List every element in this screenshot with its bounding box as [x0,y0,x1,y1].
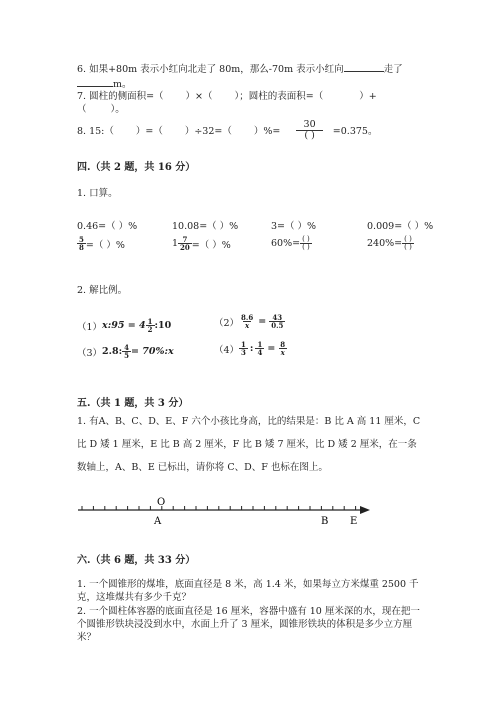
section-4-q1-title: 1. 口算。 [77,188,118,199]
question-7-cont: （ ）。 [77,104,125,115]
answer-blank[interactable] [344,71,384,72]
equation-4: （4） $\frac{1}{3}$ : $\frac{1}{4}$ = $\frac{8}{x}$ [214,340,286,357]
tick-marks [82,506,356,510]
answer-blank[interactable] [77,86,113,87]
calc-item: 0.009=（ ）% [367,221,434,232]
fraction: $\frac{( )}{( )}$ [404,235,412,251]
section-4-heading: 四.（共 2 题，共 16 分） [77,162,196,173]
section-6-q1-text: 1. 一个圆锥形的煤堆，底面直径是 8 米，高 1.4 米，如果每立方米煤重 2500 千克，这堆煤共有多少千克？ [77,579,419,603]
fraction: $\frac{8.6}{x}$ [241,313,254,330]
section-4-q2-title: 2. 解比例。 [77,285,128,296]
question-6: 6. 如果+80m 表示小红向北走了 80m，那么-70m 表示小红向 走了 [77,64,403,75]
section-6-heading: 六.（共 6 题，共 33 分） [77,555,196,566]
question-6-cont: m。 [77,76,132,90]
fraction: $\frac{8}{x}$ [280,340,286,357]
equation-1: （1） x:95 = 4 $\frac{1}{2}$ :10 [77,317,172,334]
equation-2: （2） $\frac{8.6}{x}$ = $\frac{43}{0.5}$ [214,313,284,330]
fraction: $\frac{1}{3}$ [241,340,246,357]
fraction: $\frac{7}{20}$ [180,235,190,252]
section-5-q1-text: 1. 有A、B、C、D、E、F 六个小孩比身高，比的结果是：B 比 A 高 11 厘米，C 比 D 矮 1 厘米，E 比 B 高 2 厘米，F 比 B 矮 7 厘米，比 D 矮 2 厘米，在一条数轴上，A、B、E 已标出，请你将 C、D、F 也标在图上。 [77,416,421,473]
calc-item: 0.46=（ ）% [77,221,138,232]
calc-item: 10.08=（ ）% [172,221,239,232]
fraction: $\frac{5}{8}$ [79,235,84,252]
axis-arrow [360,506,370,514]
point-a-label: A [154,516,162,527]
calc-item: $\frac{5}{8}$ =（ ）% [79,235,125,252]
fraction: $\frac{( )}{( )}$ [302,235,310,251]
question-7: 7. 圆柱的侧面积=（ ）×（ ）；圆柱的表面积=（ ）+ [77,91,377,102]
point-b-label: B [321,516,329,527]
fraction: $\frac{1}{2}$ [147,317,153,334]
question-8: 8. 15:（ ）=（ ）÷32=（ ）%= $\frac{30}{( )}$ =0.375。 [77,119,378,141]
section-5-heading: 五.（共 1 题，共 3 分） [77,398,189,409]
point-e-label: E [350,516,358,527]
fraction: $\frac{4}{5}$ [124,343,129,360]
fraction: $\frac{43}{0.5}$ [271,313,284,330]
calc-item: 240%= $\frac{( )}{( )}$ [367,235,412,251]
calc-item: 60%= $\frac{( )}{( )}$ [271,235,310,251]
calc-item: 1 $\frac{7}{20}$ =（ ）% [172,235,231,252]
origin-label: O [157,497,166,508]
equation-3: （3） 2.8: $\frac{4}{5}$ = 70%:x [77,343,174,360]
section-6-q2-text: 2. 一个圆柱体容器的底面直径是 16 厘米，容器中盛有 10 厘米深的水，现在把一个圆锥形铁块浸没到水中，水面上升了 3 厘米，圆锥形铁块的体积是多少立方厘米？ [77,606,420,643]
calc-item: 3=（ ）% [271,221,317,232]
number-line[interactable] [70,494,380,528]
fraction: $\frac{1}{4}$ [257,340,263,357]
fraction: $\frac{30}{( )}$ [296,120,322,140]
